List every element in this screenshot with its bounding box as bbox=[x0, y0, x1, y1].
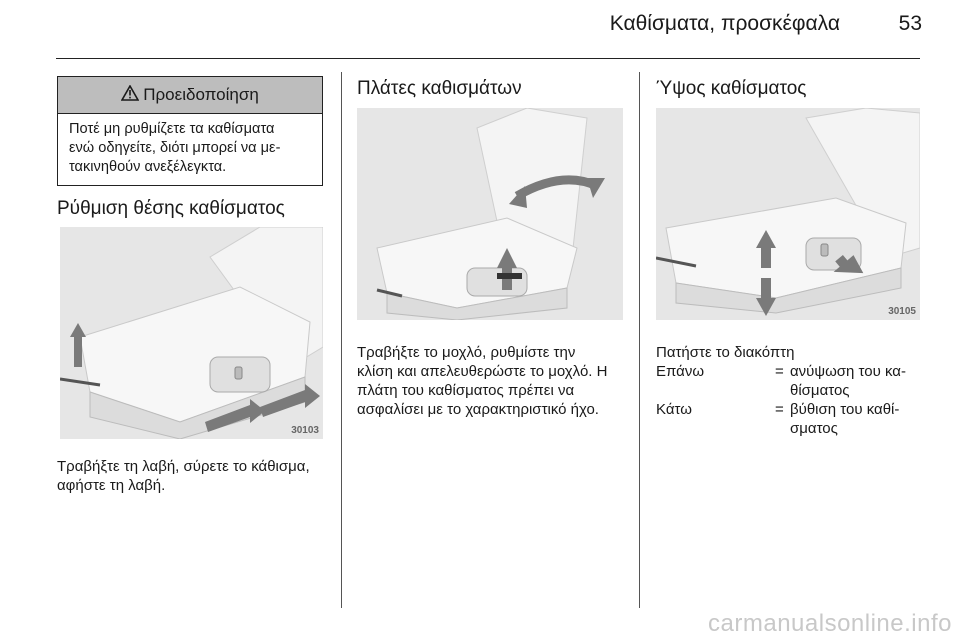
text-line: πλάτη του καθίσματος πρέπει να bbox=[357, 382, 575, 399]
column-divider-2 bbox=[639, 72, 640, 608]
text-line: Τραβήξτε τη λαβή, σύρετε το κάθισμα, bbox=[57, 458, 310, 475]
header-divider bbox=[56, 58, 920, 59]
text-line: κλίση και απελευθερώστε το μοχλό. Η bbox=[357, 363, 608, 380]
figure-seat-height bbox=[656, 108, 920, 320]
definition-description bbox=[790, 362, 925, 400]
figure-number: 30105 bbox=[888, 306, 916, 317]
definition-separator: = bbox=[775, 401, 784, 418]
section-heading-seat-position: Ρύθμιση θέσης καθίσματος bbox=[57, 198, 285, 219]
warning-line: ενώ οδηγείτε, διότι μπορεί να με- bbox=[69, 140, 281, 156]
figure-number: 30103 bbox=[291, 425, 319, 436]
warning-triangle-icon bbox=[121, 85, 139, 106]
seat-position-instructions bbox=[57, 457, 337, 495]
column-divider-1 bbox=[341, 72, 342, 608]
seat-height-intro: Πατήστε το διακόπτη bbox=[656, 344, 795, 361]
warning-title: Προειδοποίηση bbox=[143, 85, 259, 104]
section-heading-backrest: Πλάτες καθισμάτων bbox=[357, 78, 522, 99]
text-line: ανύψωση του κα- bbox=[790, 363, 906, 380]
definition-separator: = bbox=[775, 363, 784, 380]
definition-down bbox=[656, 400, 926, 440]
definition-description bbox=[790, 400, 925, 438]
warning-line: τακινηθούν ανεξέλεγκτα. bbox=[69, 159, 227, 175]
text-line: ασφαλίσει με το χαρακτηριστικό ήχο. bbox=[357, 401, 599, 418]
watermark: carmanualsonline.info bbox=[708, 610, 952, 637]
warning-box bbox=[57, 76, 323, 186]
definition-up bbox=[656, 362, 926, 402]
warning-header bbox=[58, 77, 322, 114]
definition-term: Επάνω bbox=[656, 363, 705, 380]
text-line: Τραβήξτε το μοχλό, ρυθμίστε την bbox=[357, 344, 576, 361]
page-number: 53 bbox=[898, 12, 922, 35]
section-heading-seat-height: Ύψος καθίσματος bbox=[656, 78, 807, 99]
backrest-instructions bbox=[357, 343, 632, 419]
figure-backrest bbox=[357, 108, 623, 320]
text-line: βύθιση του καθί- bbox=[790, 401, 900, 418]
warning-line: Ποτέ μη ρυθμίζετε τα καθίσματα bbox=[69, 121, 275, 137]
page-header-title: Καθίσματα, προσκέφαλα bbox=[609, 12, 840, 35]
definition-term: Κάτω bbox=[656, 401, 692, 418]
warning-text bbox=[58, 114, 322, 177]
text-line: αφήστε τη λαβή. bbox=[57, 477, 166, 494]
figure-seat-position bbox=[60, 227, 323, 439]
text-line: θίσματος bbox=[790, 382, 850, 399]
text-line: σματος bbox=[790, 420, 838, 437]
